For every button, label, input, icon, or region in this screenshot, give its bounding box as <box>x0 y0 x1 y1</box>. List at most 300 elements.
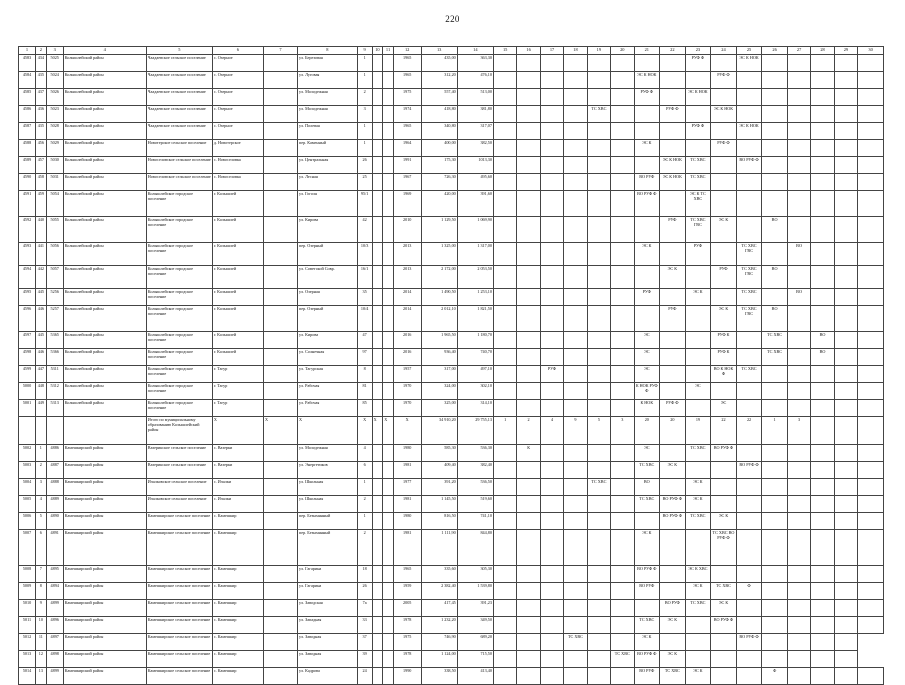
table-cell <box>383 513 394 530</box>
table-cell <box>834 600 857 617</box>
table-cell <box>736 349 762 366</box>
table-cell: 1981 <box>393 530 421 566</box>
table-cell <box>811 583 834 600</box>
table-cell <box>787 566 810 583</box>
table-cell: ВО РУФ <box>660 600 686 617</box>
table-cell: 495,60 <box>457 174 493 191</box>
table-cell <box>493 445 516 462</box>
table-cell: 5013 <box>19 651 36 668</box>
table-cell: 4887 <box>46 462 63 479</box>
table-cell: ул. Молодежная <box>298 106 358 123</box>
table-cell: ВО РУФ <box>634 174 660 191</box>
table-cell <box>540 243 563 266</box>
table-cell <box>660 243 686 266</box>
table-cell <box>587 400 610 417</box>
table-cell <box>762 123 788 140</box>
table-cell <box>711 243 737 266</box>
table-cell <box>383 89 394 106</box>
table-cell <box>372 123 383 140</box>
table-cell <box>811 513 834 530</box>
table-cell: ТС ХВС <box>685 445 711 462</box>
table-cell: 9 <box>564 417 587 445</box>
table-cell <box>564 400 587 417</box>
table-cell <box>611 617 634 634</box>
table-cell <box>811 289 834 306</box>
table-cell <box>517 366 540 383</box>
table-cell <box>564 157 587 174</box>
table-cell: 1957 <box>393 366 421 383</box>
table-cell: 4585 <box>19 89 36 106</box>
table-cell: 81 <box>357 383 372 400</box>
table-cell: ЭС К <box>711 306 737 332</box>
column-header: 13 <box>421 47 457 55</box>
table-cell <box>493 140 516 157</box>
column-header: 18 <box>564 47 587 55</box>
table-cell <box>811 462 834 479</box>
table-cell: 1969 <box>393 191 421 217</box>
table-cell <box>736 651 762 668</box>
table-cell: ЭС К НОК <box>660 174 686 191</box>
table-cell <box>611 400 634 417</box>
table-cell: 1 124,00 <box>421 651 457 668</box>
table-cell <box>858 513 884 530</box>
table-cell: с. Камешкир <box>212 513 263 530</box>
table-cell <box>540 266 563 289</box>
table-cell: 2 172,00 <box>421 266 457 289</box>
table-row <box>19 217 884 243</box>
table-cell: с. Камешкир <box>212 668 263 685</box>
table-cell <box>858 668 884 685</box>
table-cell <box>564 668 587 685</box>
table-cell: Камешкирский район <box>63 530 146 566</box>
table-cell <box>736 332 762 349</box>
table-cell <box>611 266 634 289</box>
table-cell <box>762 72 788 89</box>
table-cell <box>517 174 540 191</box>
table-cell <box>587 217 610 243</box>
table-cell <box>372 366 383 383</box>
table-cell: 20 <box>634 417 660 445</box>
table-cell: К <box>517 445 540 462</box>
table-cell: 5025 <box>46 55 63 72</box>
table-cell <box>834 157 857 174</box>
table-cell <box>834 140 857 157</box>
table-cell: 7а <box>357 600 372 617</box>
table-cell: 4597 <box>19 332 36 349</box>
table-row <box>19 651 884 668</box>
table-cell: 1965 <box>393 72 421 89</box>
table-cell: ТС ХВС <box>587 106 610 123</box>
table-cell <box>493 157 516 174</box>
table-cell <box>685 462 711 479</box>
table-cell: 1 490,50 <box>421 289 457 306</box>
table-cell: 2014 <box>393 306 421 332</box>
table-cell: Новотерское сельское поселение <box>146 140 212 157</box>
table-cell: 441 <box>36 243 47 266</box>
table-cell: Колышлейский район <box>63 306 146 332</box>
table-cell <box>787 668 810 685</box>
table-cell: 2 <box>517 417 540 445</box>
table-cell: Колышлейский район <box>63 89 146 106</box>
table-cell <box>517 634 540 651</box>
table-cell <box>762 496 788 513</box>
table-cell <box>383 332 394 349</box>
table-cell <box>762 566 788 583</box>
table-cell: ТС ХВС <box>685 513 711 530</box>
table-cell <box>611 306 634 332</box>
table-cell <box>685 140 711 157</box>
table-cell <box>564 462 587 479</box>
table-cell <box>587 72 610 89</box>
table-cell <box>736 530 762 566</box>
table-cell <box>811 417 834 445</box>
table-cell <box>834 530 857 566</box>
table-cell: 5007 <box>19 530 36 566</box>
table-cell: 2 <box>357 496 372 513</box>
table-cell <box>858 140 884 157</box>
table-cell: 5011 <box>19 617 36 634</box>
table-cell <box>858 566 884 583</box>
table-cell: Колышлейское городское поселение <box>146 332 212 349</box>
table-cell: 1965 <box>393 55 421 72</box>
table-cell <box>711 191 737 217</box>
table-cell: ул. Молодежная <box>298 89 358 106</box>
table-row <box>19 400 884 417</box>
table-cell: с. Ичалки <box>212 479 263 496</box>
table-cell: 435 <box>36 72 47 89</box>
table-cell: 5000 <box>19 383 36 400</box>
table-cell: 440 <box>36 217 47 243</box>
table-cell: 1959 <box>393 583 421 600</box>
column-header: 10 <box>372 47 383 55</box>
table-cell <box>587 513 610 530</box>
table-cell <box>372 634 383 651</box>
table-cell: 413,40 <box>457 668 493 685</box>
table-cell <box>564 89 587 106</box>
table-cell: 400,00 <box>421 140 457 157</box>
table-cell <box>540 289 563 306</box>
table-cell: 458 <box>36 174 47 191</box>
table-cell: 936,40 <box>421 349 457 366</box>
table-cell: 447 <box>36 366 47 383</box>
table-cell: ВО <box>762 217 788 243</box>
table-row <box>19 583 884 600</box>
table-cell: 1975 <box>393 634 421 651</box>
table-cell <box>762 366 788 383</box>
table-cell: ул. Школьная <box>298 479 358 496</box>
table-cell <box>517 72 540 89</box>
table-cell: 1974 <box>393 106 421 123</box>
table-cell <box>685 332 711 349</box>
table-cell: 175,30 <box>421 157 457 174</box>
table-cell <box>383 266 394 289</box>
table-cell <box>685 617 711 634</box>
table-cell <box>263 479 297 496</box>
table-cell <box>834 289 857 306</box>
table-cell <box>660 72 686 89</box>
table-cell <box>811 243 834 266</box>
table-cell <box>811 566 834 583</box>
table-cell: 2 <box>357 530 372 566</box>
table-cell: 741,10 <box>457 513 493 530</box>
table-cell: ТС ХВС <box>736 289 762 306</box>
table-cell: 437 <box>36 89 47 106</box>
table-cell <box>787 366 810 383</box>
table-cell: РУФ Ф <box>660 106 686 123</box>
table-cell <box>263 332 297 349</box>
table-cell: 382,40 <box>457 462 493 479</box>
table-cell <box>63 417 146 445</box>
table-cell: 1990 <box>393 668 421 685</box>
table-cell <box>811 530 834 566</box>
table-cell: 3 <box>787 417 810 445</box>
table-cell <box>372 530 383 566</box>
table-cell <box>611 243 634 266</box>
table-cell <box>787 617 810 634</box>
table-cell <box>263 243 297 266</box>
table-cell: X <box>372 417 383 445</box>
table-row <box>19 89 884 106</box>
table-cell <box>263 583 297 600</box>
table-cell: 409,40 <box>421 462 457 479</box>
table-cell: 448 <box>36 383 47 400</box>
table-row <box>19 289 884 306</box>
table-cell: ул. Рабочая <box>298 400 358 417</box>
table-cell: Ф <box>762 668 788 685</box>
table-cell: РУФ <box>660 217 686 243</box>
table-cell: 10/3 <box>357 243 372 266</box>
table-cell <box>263 366 297 383</box>
table-cell <box>660 349 686 366</box>
table-cell: с. Ичалки <box>212 496 263 513</box>
column-header: 27 <box>787 47 810 55</box>
table-cell <box>787 479 810 496</box>
table-cell: с. Озерное <box>212 89 263 106</box>
table-cell: 536,50 <box>457 479 493 496</box>
table-cell: 1980 <box>393 445 421 462</box>
table-cell: 5006 <box>19 513 36 530</box>
table-cell: ВО К НОК Ф <box>711 366 737 383</box>
table-cell <box>634 106 660 123</box>
table-cell: ул. Рабочая <box>298 383 358 400</box>
column-header: 11 <box>383 47 394 55</box>
table-cell <box>611 530 634 566</box>
table-cell: 317,07 <box>457 123 493 140</box>
table-cell <box>564 496 587 513</box>
table-cell <box>383 123 394 140</box>
table-cell: ТС ХВС <box>762 332 788 349</box>
table-cell <box>611 634 634 651</box>
table-cell <box>787 106 810 123</box>
table-cell <box>834 72 857 89</box>
table-cell: 497,10 <box>457 366 493 383</box>
table-cell: ТС ХВС <box>611 651 634 668</box>
table-cell: ТС ХВС <box>685 174 711 191</box>
table-cell: 1981 <box>393 496 421 513</box>
column-header: 12 <box>393 47 421 55</box>
table-cell <box>611 191 634 217</box>
table-cell <box>787 217 810 243</box>
table-cell <box>834 445 857 462</box>
table-cell: Колышлейский район <box>63 140 146 157</box>
table-cell: 20 <box>660 417 686 445</box>
table-cell: 302,10 <box>457 383 493 400</box>
table-cell: ВО <box>787 289 810 306</box>
table-cell <box>517 243 540 266</box>
table-cell <box>660 289 686 306</box>
table-cell <box>383 600 394 617</box>
table-cell <box>517 306 540 332</box>
table-cell <box>611 106 634 123</box>
table-cell <box>587 366 610 383</box>
table-cell: 5009 <box>19 583 36 600</box>
table-cell <box>858 89 884 106</box>
table-cell <box>834 668 857 685</box>
table-cell: ЭС К НОК <box>736 55 762 72</box>
table-row <box>19 366 884 383</box>
table-cell <box>493 349 516 366</box>
table-cell: 4 <box>540 417 563 445</box>
table-cell: 22 <box>736 417 762 445</box>
table-cell <box>834 366 857 383</box>
table-cell <box>811 496 834 513</box>
table-cell <box>787 634 810 651</box>
table-cell: Камешкирский район <box>63 479 146 496</box>
table-cell <box>263 349 297 366</box>
table-cell <box>587 583 610 600</box>
table-cell <box>587 617 610 634</box>
table-row <box>19 617 884 634</box>
table-cell: ул. Кадрова <box>298 668 358 685</box>
table-cell <box>634 157 660 174</box>
table-cell: 1964 <box>393 140 421 157</box>
table-row <box>19 668 884 685</box>
table-cell <box>787 400 810 417</box>
table-cell <box>858 617 884 634</box>
table-cell: Ичалковское сельское поселение <box>146 479 212 496</box>
table-cell <box>517 349 540 366</box>
table-cell: Камешкирский район <box>63 617 146 634</box>
table-cell <box>811 266 834 289</box>
table-cell: 2 <box>36 462 47 479</box>
table-cell <box>564 366 587 383</box>
table-cell: ТС ХВС <box>736 366 762 383</box>
table-cell: ТС ХВС <box>711 583 737 600</box>
table-cell: 1 <box>36 445 47 462</box>
table-cell <box>858 332 884 349</box>
table-cell <box>858 417 884 445</box>
table-row <box>19 140 884 157</box>
table-cell <box>811 55 834 72</box>
table-cell <box>787 174 810 191</box>
table-cell <box>564 140 587 157</box>
table-cell: Камешкирский район <box>63 583 146 600</box>
table-cell <box>611 566 634 583</box>
table-cell <box>736 191 762 217</box>
table-cell <box>611 479 634 496</box>
table-cell <box>540 72 563 89</box>
column-header: 5 <box>146 47 212 55</box>
table-cell: Колышлейский район <box>63 217 146 243</box>
table-cell <box>762 600 788 617</box>
table-cell <box>540 513 563 530</box>
table-cell <box>858 349 884 366</box>
table-cell <box>383 191 394 217</box>
table-cell <box>263 400 297 417</box>
table-cell: с. Озерное <box>212 55 263 72</box>
table-cell <box>811 72 834 89</box>
table-cell <box>858 583 884 600</box>
table-cell: 445 <box>36 289 47 306</box>
table-cell: пер. Озерный <box>298 306 358 332</box>
table-cell <box>834 332 857 349</box>
header-row <box>19 47 884 55</box>
table-cell: Камешкирское сельское поселение <box>146 668 212 685</box>
table-cell: 1965 <box>393 566 421 583</box>
table-cell <box>834 462 857 479</box>
table-cell <box>564 191 587 217</box>
table-cell: X <box>212 417 263 445</box>
table-cell: X <box>383 417 394 445</box>
table-cell <box>660 383 686 400</box>
table-cell <box>263 634 297 651</box>
table-cell <box>611 462 634 479</box>
table-cell <box>587 651 610 668</box>
table-cell: 3 <box>36 479 47 496</box>
table-cell <box>660 530 686 566</box>
table-cell: 446 <box>36 306 47 332</box>
table-cell <box>587 445 610 462</box>
table-cell <box>564 583 587 600</box>
table-cell <box>540 445 563 462</box>
table-cell: РУФ Ф <box>634 89 660 106</box>
table-cell <box>685 634 711 651</box>
table-cell: 6 <box>357 462 372 479</box>
table-cell <box>611 217 634 243</box>
table-cell <box>383 668 394 685</box>
table-cell: 436 <box>36 106 47 123</box>
table-row <box>19 634 884 651</box>
table-cell <box>372 289 383 306</box>
table-cell <box>660 191 686 217</box>
table-cell: Колышлейский район <box>63 243 146 266</box>
table-cell <box>711 496 737 513</box>
table-cell: 382,50 <box>457 140 493 157</box>
table-cell <box>564 106 587 123</box>
table-cell <box>660 123 686 140</box>
table-cell <box>540 123 563 140</box>
table-cell: 5055 <box>46 217 63 243</box>
table-cell: ВО РУФ Ф <box>634 191 660 217</box>
table-cell <box>263 266 297 289</box>
table-cell: 42 <box>357 217 372 243</box>
table-cell <box>762 157 788 174</box>
table-cell <box>858 366 884 383</box>
table-cell: ЭС К <box>711 217 737 243</box>
table-cell <box>811 157 834 174</box>
table-cell: 5014 <box>19 668 36 685</box>
table-cell <box>493 55 516 72</box>
table-cell <box>493 566 516 583</box>
table-cell: 363,30 <box>457 55 493 72</box>
column-header: 16 <box>517 47 540 55</box>
table-cell <box>834 583 857 600</box>
table-cell: РУФ Ф <box>711 140 737 157</box>
table-cell: РУФ Ф <box>685 55 711 72</box>
table-cell <box>834 89 857 106</box>
table-cell: 1977 <box>393 479 421 496</box>
table-cell: ВО <box>634 479 660 496</box>
